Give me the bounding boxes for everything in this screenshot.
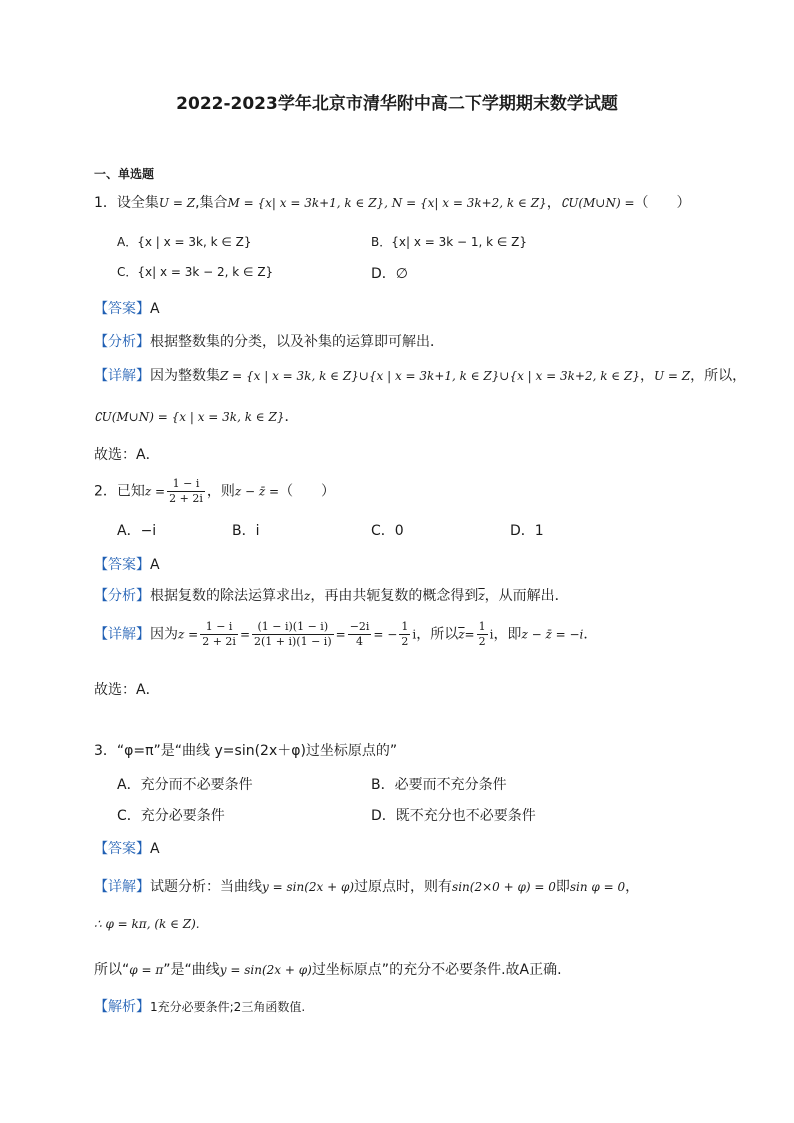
q1-option-a: A．{x | x = 3k, k ∈ Z} bbox=[117, 235, 252, 249]
answer-label: 【答案】 bbox=[94, 841, 150, 857]
q3-detail-line2: ∴ φ = kπ, (k ∈ Z). bbox=[94, 917, 200, 931]
question-2-stem: 2．已知z = $\frac{1 - i}{2 + 2i}$ ，则z − z̄ =（ ） bbox=[94, 477, 336, 505]
q1-detail-line2: ∁U(M∪N) = {x | x = 3k, k ∈ Z}． bbox=[94, 409, 299, 425]
q3-jiexi: 【解析】1充分必要条件;2三角函数值. bbox=[94, 999, 306, 1015]
q3-option-a: A．充分而不必要条件 bbox=[117, 777, 253, 793]
q2-conclusion: 故选：A． bbox=[94, 682, 160, 698]
q1-conclusion: 故选：A． bbox=[94, 447, 160, 463]
q3-option-c: C．充分必要条件 bbox=[117, 808, 225, 824]
q1-answer: 【答案】A bbox=[94, 301, 160, 317]
q3-option-d: D．既不充分也不必要条件 bbox=[371, 808, 536, 824]
page-title: 2022-2023学年北京市清华附中高二下学期期末数学试题 bbox=[176, 94, 618, 114]
question-3-stem: 3．“φ=π”是“曲线 y=sin(2x＋φ)过坐标原点的” bbox=[94, 743, 398, 759]
detail-label: 【详解】 bbox=[94, 368, 150, 384]
q2-option-c: C．0 bbox=[371, 523, 404, 539]
answer-label: 【答案】 bbox=[94, 557, 150, 573]
q1-analysis: 【分析】根据整数集的分类，以及补集的运算即可解出． bbox=[94, 334, 444, 350]
jiexi-label: 【解析】 bbox=[94, 999, 150, 1015]
q3-answer: 【答案】A bbox=[94, 841, 160, 857]
q2-analysis: 【分析】根据复数的除法运算求出z，再由共轭复数的概念得到$\overline{z}$，从而解出． bbox=[94, 588, 569, 604]
q3-detail: 【详解】试题分析：当曲线y = sin(2x + φ)过原点时，则有sin(2×0 + φ) = 0即sin φ = 0， bbox=[94, 879, 640, 895]
analysis-label: 【分析】 bbox=[94, 334, 150, 350]
q1-option-c: C．{x| x = 3k − 2, k ∈ Z} bbox=[117, 265, 274, 279]
q1-option-b: B．{x| x = 3k − 1, k ∈ Z} bbox=[371, 235, 528, 249]
analysis-label: 【分析】 bbox=[94, 588, 150, 604]
q3-detail-line3: 所以“φ = π”是“曲线y = sin(2x + φ)过坐标原点”的充分不必要条件.故A正确. bbox=[94, 962, 562, 978]
q2-option-b: B．i bbox=[232, 523, 260, 539]
detail-label: 【详解】 bbox=[94, 879, 150, 895]
q1-detail: 【详解】因为整数集Z = {x | x = 3k, k ∈ Z}∪{x | x = 3k+1, k ∈ Z}∪{x | x = 3k+2, k ∈ Z}，U = Z，所以， bbox=[94, 368, 747, 384]
q2-option-a: A．−i bbox=[117, 523, 157, 539]
detail-label: 【详解】 bbox=[94, 626, 150, 643]
q1-option-d: D．∅ bbox=[371, 266, 408, 282]
q2-detail: 【详解】因为z = $\frac{1 - i}{2 + 2i}$ = $\frac{(1 - i)(1 - i)}{2(1 + i)(1 - i)}$ = $\frac{-2i}{4}$ = − $\frac{1}{2}$ i，所以$\overline{z}=$ $\frac{1}{2}$ i，即z − z̄ = −i． bbox=[94, 620, 598, 648]
section-heading: 一、单选题 bbox=[94, 167, 155, 181]
q2-option-d: D．1 bbox=[510, 523, 544, 539]
question-1-stem: 1．设全集U = Z,集合M = {x| x = 3k+1, k ∈ Z}, N = {x| x = 3k+2, k ∈ Z}，∁U(M∪N) =（ ） bbox=[94, 195, 691, 211]
answer-label: 【答案】 bbox=[94, 301, 150, 317]
q2-answer: 【答案】A bbox=[94, 557, 160, 573]
q3-option-b: B．必要而不充分条件 bbox=[371, 777, 507, 793]
